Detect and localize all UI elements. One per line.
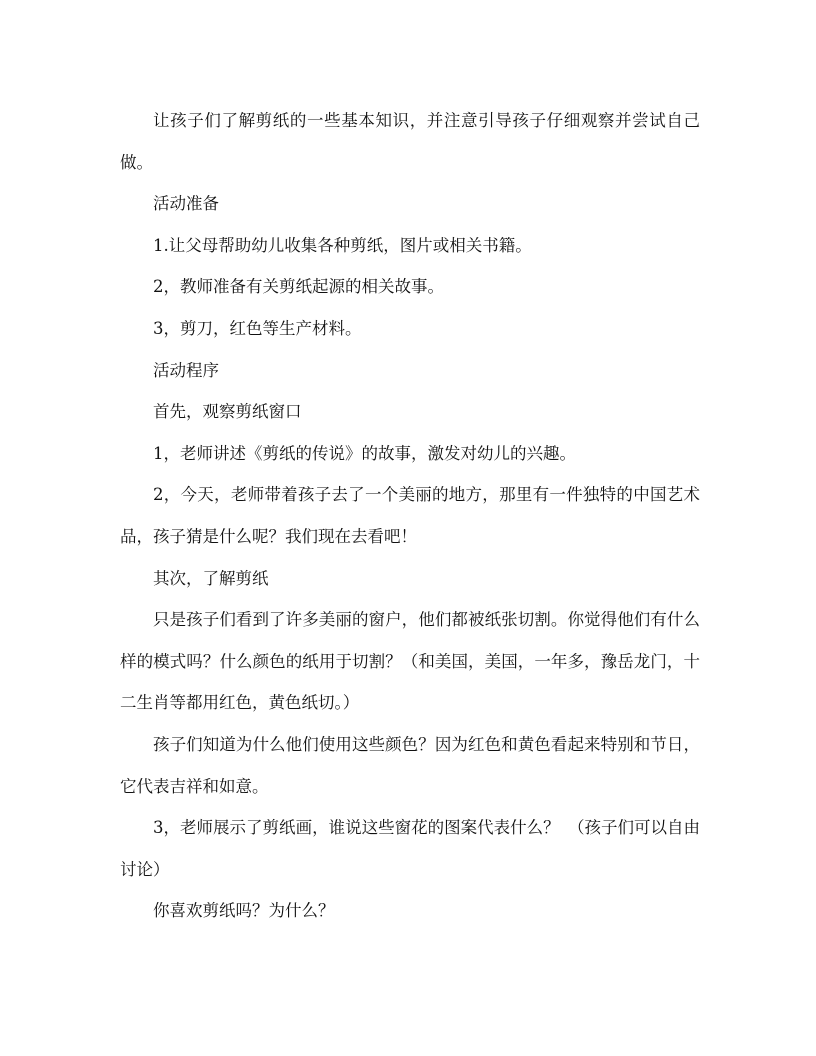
paragraph-step2-1: 只是孩子们看到了许多美丽的窗户，他们都被纸张切割。你觉得他们有什么样的模式吗？什么颜色的纸用于切割？（和美国，美国，一年多，豫岳龙门，十二生肖等都用红色，黄色纸切。） [120,610,700,713]
paragraph-prep-2: 2，教师准备有关剪纸起源的相关故事。 [153,277,444,297]
heading-step-first: 首先，观察剪纸窗口 [153,402,302,422]
heading-step-second: 其次，了解剪纸 [153,568,269,588]
paragraph-prep-1: 1.让父母帮助幼儿收集各种剪纸，图片或相关书籍。 [153,235,532,255]
paragraph-step2-2: 孩子们知道为什么他们使用这些颜色？因为红色和黄色看起来特别和节日，它代表吉祥和如意。 [120,734,700,796]
paragraph-step1-1: 1，老师讲述《剪纸的传说》的故事，激发对幼儿的兴趣。 [153,443,576,463]
paragraph-step2-3: 3，老师展示了剪纸画，谁说这些窗花的图案代表什么？ （孩子们可以自由讨论） [120,818,700,879]
heading-activity-procedure: 活动程序 [153,360,219,380]
document-body [120,100,700,932]
heading-activity-preparation: 活动准备 [153,194,219,214]
paragraph-step1-2: 2，今天，老师带着孩子去了一个美丽的地方，那里有一件独特的中国艺术品，孩子猜是什么呢？我们现在去看吧！ [120,485,700,546]
paragraph-question: 你喜欢剪纸吗？为什么？ [153,901,335,921]
paragraph-prep-3: 3，剪刀，红色等生产材料。 [153,318,362,338]
paragraph-intro: 让孩子们了解剪纸的一些基本知识，并注意引导孩子仔细观察并尝试自己做。 [120,111,700,172]
